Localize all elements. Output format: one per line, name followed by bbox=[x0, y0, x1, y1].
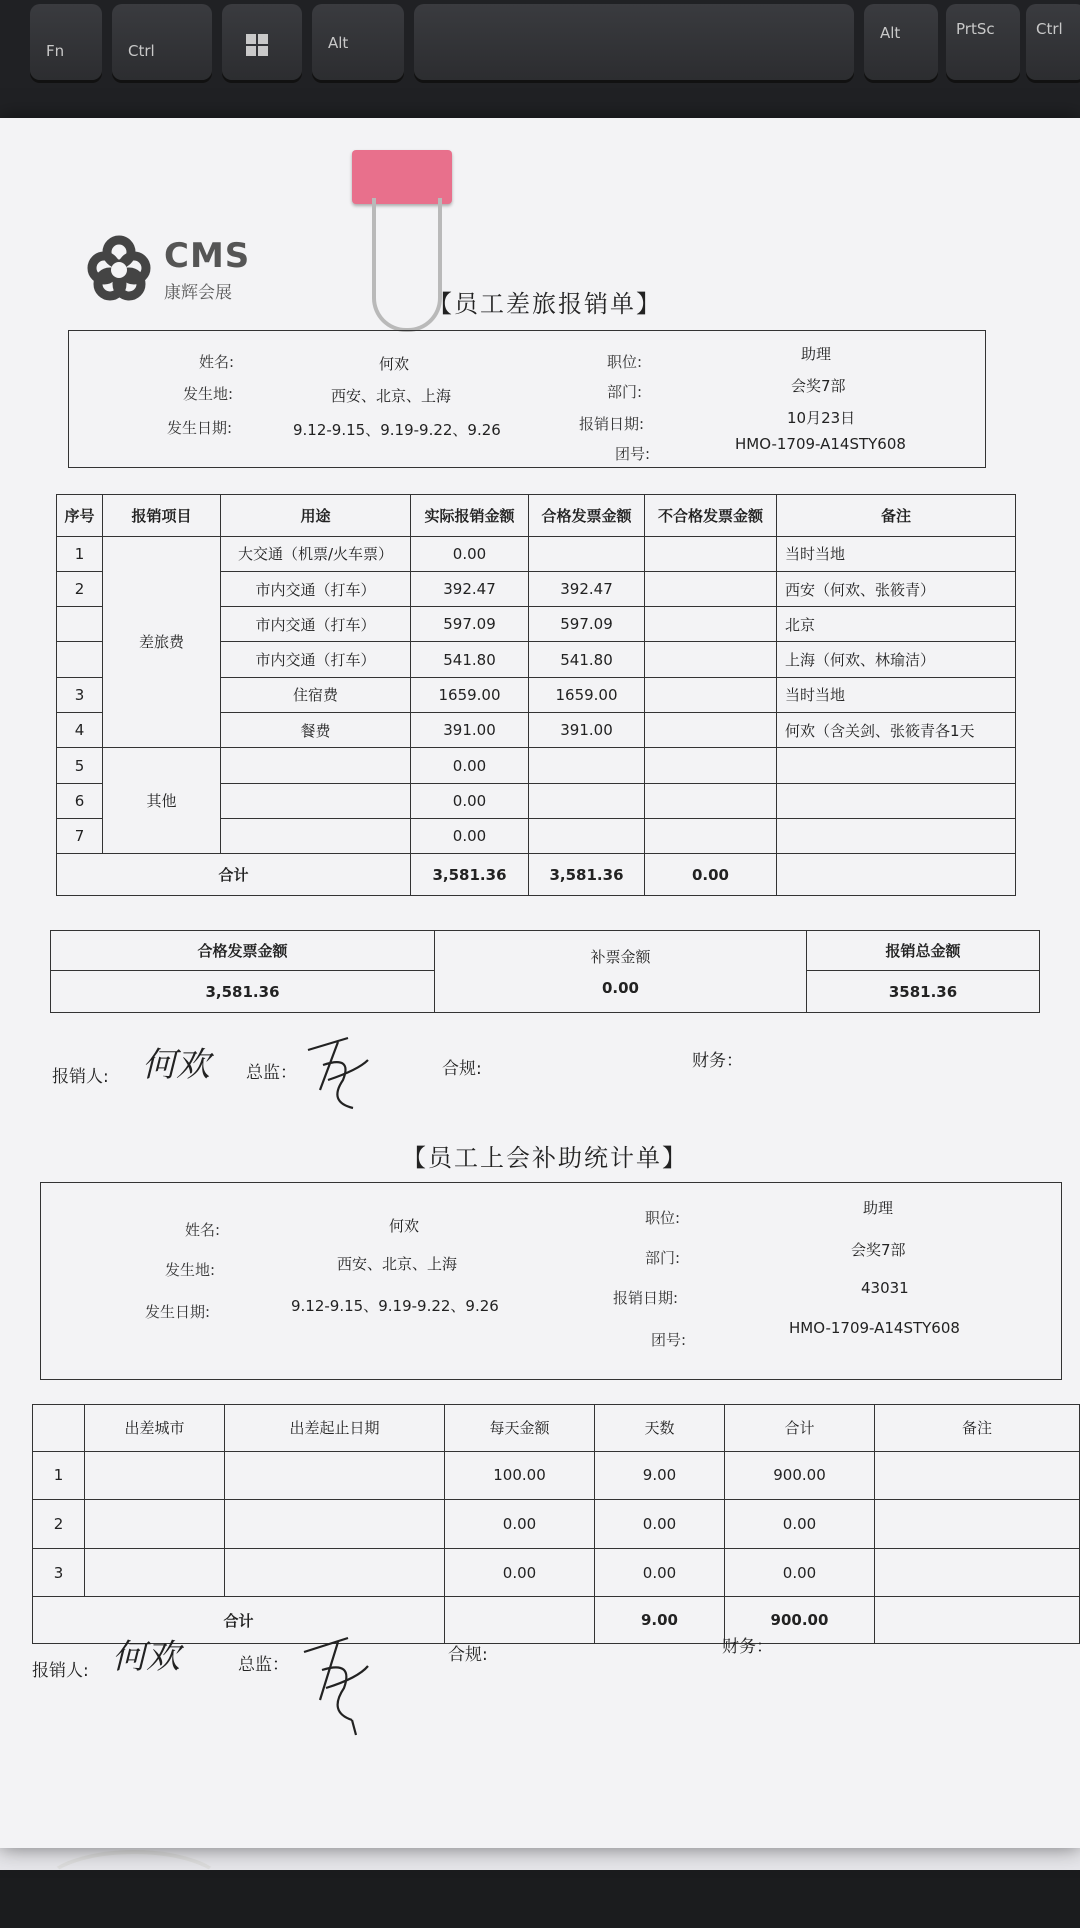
table-row bbox=[33, 1500, 1080, 1549]
row-unqualified bbox=[645, 571, 777, 606]
director-signature bbox=[298, 1030, 388, 1110]
row-no: 5 bbox=[57, 748, 103, 783]
row-actual: 541.80 bbox=[411, 642, 529, 677]
row-total: 900.00 bbox=[725, 1451, 875, 1500]
row-qualified bbox=[529, 783, 645, 818]
header-note: 备注 bbox=[777, 495, 1016, 537]
row-daily: 0.00 bbox=[445, 1548, 595, 1597]
director-label: 总监： bbox=[246, 1063, 297, 1083]
row-actual: 0.00 bbox=[411, 748, 529, 783]
binder-clip bbox=[352, 150, 452, 204]
key-windows[interactable] bbox=[222, 4, 302, 80]
row-note: 当时当地 bbox=[777, 677, 1016, 712]
row-actual: 392.47 bbox=[411, 571, 529, 606]
row-qualified bbox=[529, 748, 645, 783]
expense-table bbox=[56, 494, 1016, 896]
summary-grand: 3581.36 bbox=[807, 971, 1040, 1013]
row-no: 4 bbox=[57, 713, 103, 748]
row-unqualified bbox=[645, 713, 777, 748]
company-logo bbox=[84, 232, 284, 312]
row-qualified: 597.09 bbox=[529, 607, 645, 642]
row-no: 7 bbox=[57, 819, 103, 854]
row-city bbox=[85, 1451, 225, 1500]
row-no bbox=[57, 642, 103, 677]
total-actual: 3,581.36 bbox=[411, 854, 529, 896]
dept-value: 会奖7部 bbox=[851, 1241, 906, 1259]
position-label: 职位: bbox=[645, 1209, 681, 1227]
director-signature bbox=[296, 1630, 386, 1740]
row-use bbox=[221, 819, 411, 854]
claimant-label: 报销人: bbox=[32, 1661, 89, 1681]
summary-supplement-cell bbox=[435, 931, 807, 1013]
summary-qualified: 3,581.36 bbox=[51, 971, 435, 1013]
row-use: 市内交通（打车） bbox=[221, 571, 411, 606]
row-days: 0.00 bbox=[595, 1548, 725, 1597]
svg-text:何欢: 何欢 bbox=[112, 1637, 180, 1677]
row-qualified: 541.80 bbox=[529, 642, 645, 677]
row-actual: 391.00 bbox=[411, 713, 529, 748]
row-note: 上海（何欢、林瑜洁） bbox=[777, 642, 1016, 677]
total-unqualified: 0.00 bbox=[645, 854, 777, 896]
origin-value: 西安、北京、上海 bbox=[331, 387, 452, 405]
row-no: 6 bbox=[57, 783, 103, 818]
row-unqualified bbox=[645, 677, 777, 712]
cable bbox=[40, 1850, 228, 1928]
row-days: 0.00 bbox=[595, 1500, 725, 1549]
row-unqualified bbox=[645, 819, 777, 854]
name-value: 何欢 bbox=[379, 355, 410, 373]
reimb-date-label: 报销日期: bbox=[579, 415, 645, 433]
key-alt-left[interactable]: Alt bbox=[312, 4, 404, 80]
row-no: 3 bbox=[57, 677, 103, 712]
date-label: 发生日期: bbox=[167, 419, 233, 437]
row-use: 餐费 bbox=[221, 713, 411, 748]
row-city bbox=[85, 1500, 225, 1549]
row-actual: 1659.00 bbox=[411, 677, 529, 712]
category-other: 其他 bbox=[103, 748, 221, 854]
group-label: 团号: bbox=[615, 445, 651, 463]
date-label: 发生日期: bbox=[145, 1303, 211, 1321]
origin-label: 发生地: bbox=[165, 1261, 216, 1279]
date-value: 9.12-9.15、9.19-9.22、9.26 bbox=[293, 421, 501, 439]
position-value: 助理 bbox=[801, 345, 832, 363]
claimant-signature bbox=[140, 1038, 240, 1088]
row-use: 市内交通（打车） bbox=[221, 642, 411, 677]
row-note bbox=[777, 783, 1016, 818]
table-row bbox=[33, 1548, 1080, 1597]
header-no: 序号 bbox=[57, 495, 103, 537]
total-label: 合计 bbox=[57, 854, 411, 896]
row-unqualified bbox=[645, 642, 777, 677]
total-row bbox=[57, 854, 1016, 896]
windows-icon bbox=[246, 34, 268, 56]
table-row bbox=[57, 748, 1016, 783]
key-alt-right[interactable]: Alt bbox=[864, 4, 938, 80]
row-note: 北京 bbox=[777, 607, 1016, 642]
row-daily: 100.00 bbox=[445, 1451, 595, 1500]
row-dates bbox=[225, 1451, 445, 1500]
row-actual: 0.00 bbox=[411, 819, 529, 854]
summary-grand-label: 报销总金额 bbox=[807, 931, 1040, 971]
row-note bbox=[875, 1451, 1080, 1500]
row-unqualified bbox=[645, 536, 777, 571]
reimb-date-value: 43031 bbox=[861, 1279, 909, 1297]
form2-title: 【员工上会补助统计单】 bbox=[402, 1144, 688, 1172]
group-value: HMO-1709-A14STY608 bbox=[789, 1319, 960, 1337]
row-note: 当时当地 bbox=[777, 536, 1016, 571]
origin-value: 西安、北京、上海 bbox=[337, 1255, 458, 1273]
row-total: 0.00 bbox=[725, 1500, 875, 1549]
header-city: 出差城市 bbox=[85, 1405, 225, 1452]
summary-qualified-label: 合格发票金额 bbox=[51, 931, 435, 971]
total-days: 9.00 bbox=[595, 1597, 725, 1644]
claimant-label: 报销人: bbox=[52, 1067, 109, 1087]
name-label: 姓名: bbox=[185, 1221, 221, 1239]
row-note: 何欢（含关剑、张筱青各1天 bbox=[777, 713, 1016, 748]
row-note bbox=[777, 748, 1016, 783]
row-note: 西安（何欢、张筱青） bbox=[777, 571, 1016, 606]
summary-table bbox=[50, 930, 1040, 1012]
row-note bbox=[875, 1500, 1080, 1549]
reimb-date-value: 10月23日 bbox=[787, 409, 856, 427]
row-no bbox=[57, 607, 103, 642]
header-actual: 实际报销金额 bbox=[411, 495, 529, 537]
header-use: 用途 bbox=[221, 495, 411, 537]
row-actual: 0.00 bbox=[411, 783, 529, 818]
header-note: 备注 bbox=[875, 1405, 1080, 1452]
row-qualified: 391.00 bbox=[529, 713, 645, 748]
header-total: 合计 bbox=[725, 1405, 875, 1452]
flower-logo-icon bbox=[84, 232, 154, 302]
header-dates: 出差起止日期 bbox=[225, 1405, 445, 1452]
row-no: 3 bbox=[33, 1548, 85, 1597]
row-use bbox=[221, 783, 411, 818]
compliance-label: 合规: bbox=[448, 1645, 488, 1665]
row-actual: 0.00 bbox=[411, 536, 529, 571]
summary-supplement: 0.00 bbox=[601, 979, 639, 997]
row-qualified: 392.47 bbox=[529, 571, 645, 606]
keyboard bbox=[0, 0, 1080, 120]
row-qualified: 1659.00 bbox=[529, 677, 645, 712]
dept-label: 部门: bbox=[607, 383, 643, 401]
form2-info-box bbox=[40, 1182, 1062, 1380]
total-qualified: 3,581.36 bbox=[529, 854, 645, 896]
key-space[interactable] bbox=[414, 4, 854, 80]
group-value: HMO-1709-A14STY608 bbox=[735, 435, 906, 453]
row-qualified bbox=[529, 536, 645, 571]
row-total: 0.00 bbox=[725, 1548, 875, 1597]
table-row bbox=[57, 536, 1016, 571]
key-ctrl-left[interactable]: Ctrl bbox=[112, 4, 212, 80]
finance-label: 财务： bbox=[722, 1637, 773, 1657]
logo-name: 康辉会展 bbox=[164, 283, 232, 303]
header-daily: 每天金额 bbox=[445, 1405, 595, 1452]
header-days: 天数 bbox=[595, 1405, 725, 1452]
header-item: 报销项目 bbox=[103, 495, 221, 537]
row-unqualified bbox=[645, 607, 777, 642]
category-travel: 差旅费 bbox=[103, 536, 221, 748]
row-city bbox=[85, 1548, 225, 1597]
key-ctrl-right[interactable]: Ctrl bbox=[1026, 4, 1080, 80]
row-daily: 0.00 bbox=[445, 1500, 595, 1549]
logo-cms: CMS bbox=[164, 236, 251, 276]
row-dates bbox=[225, 1548, 445, 1597]
row-days: 9.00 bbox=[595, 1451, 725, 1500]
claimant-signature bbox=[110, 1630, 210, 1680]
row-use: 大交通（机票/火车票） bbox=[221, 536, 411, 571]
name-value: 何欢 bbox=[389, 1217, 420, 1235]
total-label: 合计 bbox=[33, 1597, 445, 1644]
origin-label: 发生地: bbox=[183, 385, 234, 403]
row-note bbox=[875, 1548, 1080, 1597]
row-actual: 597.09 bbox=[411, 607, 529, 642]
date-value: 9.12-9.15、9.19-9.22、9.26 bbox=[291, 1297, 499, 1315]
row-no: 2 bbox=[33, 1500, 85, 1549]
form1-info-box bbox=[68, 330, 986, 468]
director-label: 总监： bbox=[238, 1655, 289, 1675]
row-note bbox=[777, 819, 1016, 854]
compliance-label: 合规: bbox=[442, 1059, 482, 1079]
row-dates bbox=[225, 1500, 445, 1549]
row-use: 市内交通（打车） bbox=[221, 607, 411, 642]
row-no: 1 bbox=[57, 536, 103, 571]
finance-label: 财务： bbox=[692, 1051, 743, 1071]
dept-value: 会奖7部 bbox=[791, 377, 846, 395]
summary-supplement-label: 补票金额 bbox=[590, 948, 651, 966]
position-label: 职位: bbox=[607, 353, 643, 371]
row-no: 1 bbox=[33, 1451, 85, 1500]
row-no: 2 bbox=[57, 571, 103, 606]
header-unqualified: 不合格发票金额 bbox=[645, 495, 777, 537]
row-use: 住宿费 bbox=[221, 677, 411, 712]
total-amount: 900.00 bbox=[725, 1597, 875, 1644]
key-prtsc[interactable]: PrtSc bbox=[946, 4, 1020, 80]
form1-title: 【员工差旅报销单】 bbox=[428, 290, 662, 318]
allowance-table bbox=[32, 1404, 1080, 1644]
header-no bbox=[33, 1405, 85, 1452]
reimb-date-label: 报销日期: bbox=[613, 1289, 679, 1307]
group-label: 团号: bbox=[651, 1331, 687, 1349]
svg-text:何欢: 何欢 bbox=[142, 1045, 210, 1085]
position-value: 助理 bbox=[863, 1199, 894, 1217]
key-fn[interactable]: Fn bbox=[30, 4, 102, 80]
header-qualified: 合格发票金额 bbox=[529, 495, 645, 537]
name-label: 姓名: bbox=[199, 353, 235, 371]
row-unqualified bbox=[645, 783, 777, 818]
table-row bbox=[33, 1451, 1080, 1500]
row-qualified bbox=[529, 819, 645, 854]
dept-label: 部门: bbox=[645, 1249, 681, 1267]
row-use bbox=[221, 748, 411, 783]
row-unqualified bbox=[645, 748, 777, 783]
